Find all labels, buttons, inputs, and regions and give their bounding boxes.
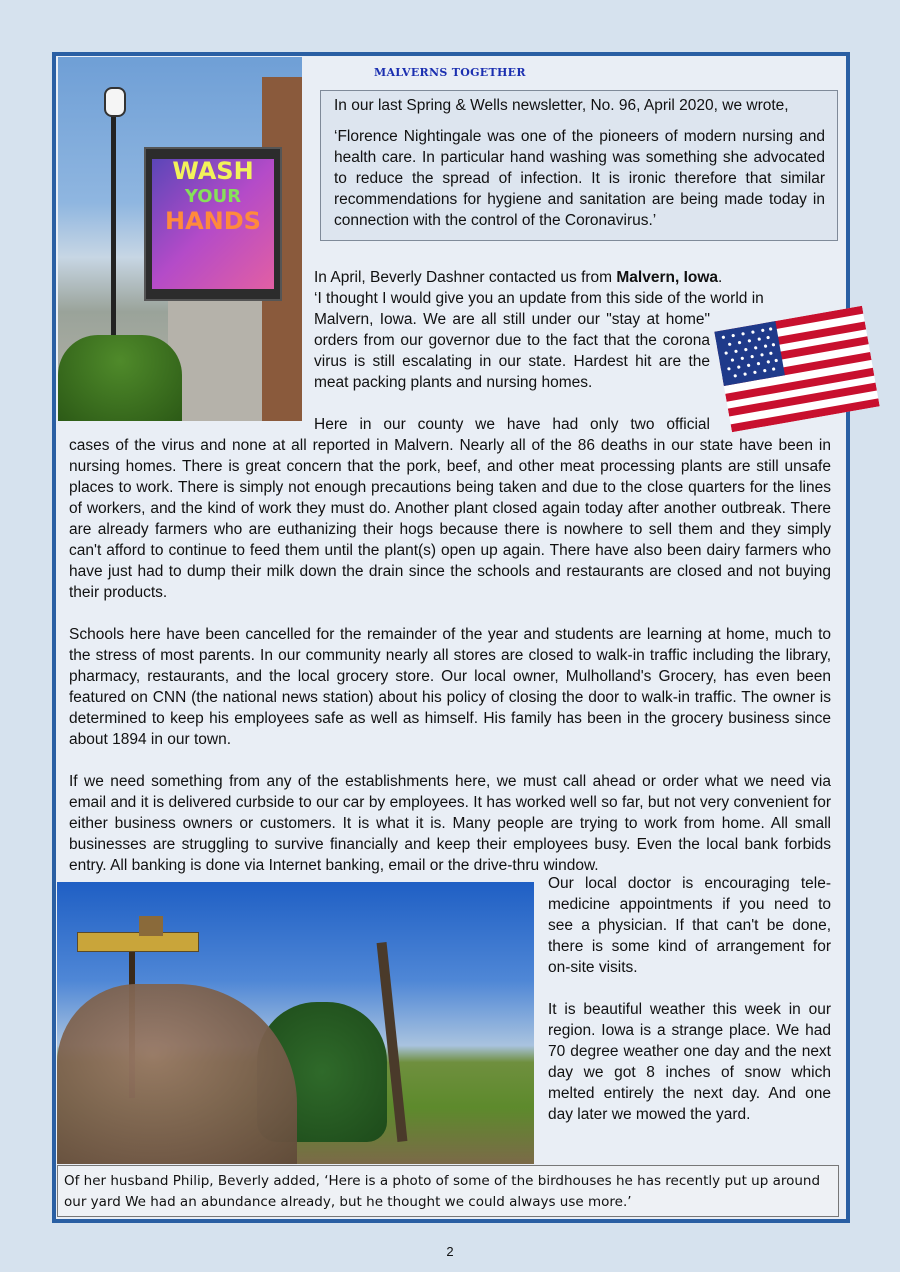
sign-line-wash: WASH [172, 157, 254, 185]
letter-county-start: Here in our county we have had only two official [314, 416, 710, 433]
quote-intro: In our last Spring & Wells newsletter, No. 96, April 2020, we wrote, [334, 97, 789, 114]
yard-birdhouses-photo [57, 882, 534, 1164]
paragraph-schools: Schools here have been cancelled for the remainder of the year and students are learning at home, much to the stress of most parents. In our community nearly all stores are closed to walk-in traffic including the library, pharmacy, restaurants, and the local grocery store. Our local owner, Mulholland's Grocery, has even been featured on CNN (the national news station) about his policy of closing the door to walk-in traffic. The owner is determined to keep his employees safe as well as himself. His family has been in the grocery business since about 1894 in our town. [69, 626, 831, 748]
letter-body [69, 435, 831, 876]
intro-line [314, 267, 834, 288]
right-column [548, 873, 831, 1125]
page-number: 2 [446, 1244, 454, 1259]
quote-box [320, 90, 838, 241]
paragraph-meat-plants: cases of the virus and none at all reported in Malvern. Nearly all of the 86 deaths in our state have been in nursing homes. There is great concern that the pork, beef, and other meat processing plants are still unsafe places to work. There is simply not enough precautions being taken and due to the close quarters for the lines of workers, and the kind of work they must do. Another plant closed again today after another outbreak. There are already farmers who are euthanizing their hogs because there is nowhere to sell them and they simply can't afford to continue to feed them until the plant(s) open up again. There have also been dairy farmers who have just had to dump their milk down the drain since the schools and restaurants are closed and not buying their products. [69, 437, 831, 601]
intro-place: Malvern, Iowa [616, 269, 719, 286]
section-title: MALVERNS TOGETHER [374, 66, 526, 79]
street-photo [58, 57, 302, 421]
hedge [58, 335, 182, 421]
birdhouse-platform [77, 932, 199, 952]
paragraph-curbside: If we need something from any of the establishments here, we must call ahead or order what we need via email and it is delivered curbside to our car by employees. It has worked well so far, but not very convenient for either business owners or customers. It is what it is. Many people are trying to work from home. All small businesses are struggling to survive financially and keep their employees busy. Even the local bank forbids entry. All banking is done via Internet banking, email or the drive-thru window. [69, 773, 831, 874]
letter-line-1: ‘I thought I would give you an update from this side of the world in [314, 290, 764, 307]
billboard-text [152, 159, 274, 234]
photo-caption: Of her husband Philip, Beverly added, ‘Here is a photo of some of the birdhouses he has recently put up around our yard We had an abundance already, but he thought we could always use more.’ [57, 1165, 839, 1217]
lamp-icon [104, 87, 126, 117]
sign-line-hands: HANDS [165, 207, 261, 235]
shrub [57, 984, 297, 1164]
intro-prefix: In April, Beverly Dashner contacted us from [314, 269, 617, 286]
intro-suffix: . [718, 269, 723, 286]
billboard-sign [144, 147, 282, 301]
sign-line-your: YOUR [184, 186, 242, 207]
quote-text: ‘Florence Nightingale was one of the pioneers of modern nursing and health care. In particular hand washing was something she advocated to reduce the spread of infection. It is ironic therefore that similar recommendations for hygiene and sanitation are being made today in connection with the control of the Coronavirus.’ [334, 128, 825, 229]
letter-flag-wrap: Malvern, Iowa. We are all still under our "stay at home" orders from our governor due to the fact that the corona virus is still escalating in our state. Hardest hit are the meat packing plants and nursing homes. [314, 311, 710, 391]
paragraph-weather: It is beautiful weather this week in our region. Iowa is a strange place. We had 70 degree weather one day and the next day we got 8 inches of snow which melted entirely the next day. And one day later we mowed the yard. [548, 1001, 831, 1123]
paragraph-doctor: Our local doctor is encouraging tele-medicine appointments if you need to see a physician. If that can't be done, there is some kind of arrangement for on-site visits. [548, 875, 831, 976]
birdhouse-icon [139, 916, 163, 936]
